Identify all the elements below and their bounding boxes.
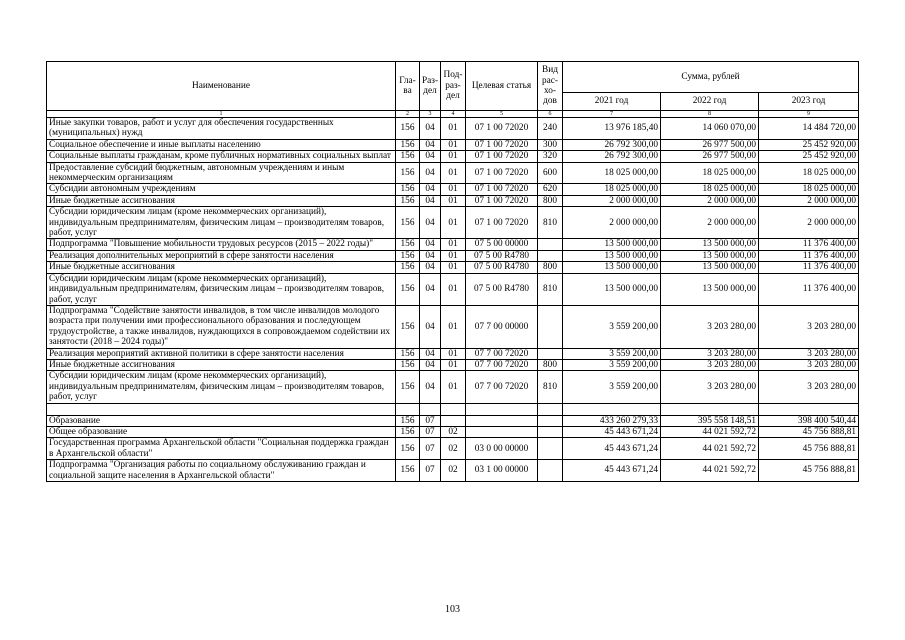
row-sum-2022: 3 203 280,00 xyxy=(661,359,759,370)
row-expense-type: 300 xyxy=(538,139,563,150)
row-target-article: 07 5 00 R4780 xyxy=(466,250,538,261)
row-sum-2022: 18 025 000,00 xyxy=(661,162,759,184)
row-sum-2023: 18 025 000,00 xyxy=(759,162,859,184)
row-glava: 156 xyxy=(396,239,420,250)
row-sum-2022: 13 500 000,00 xyxy=(661,273,759,305)
column-number: 7 xyxy=(563,111,661,118)
header-year-2021: 2021 год xyxy=(563,93,661,111)
row-sum-2023: 3 203 280,00 xyxy=(759,371,859,403)
row-razdel: 04 xyxy=(420,151,441,162)
row-sum-2023: 11 376 400,00 xyxy=(759,250,859,261)
row-sum-2023: 2 000 000,00 xyxy=(759,207,859,239)
row-expense-type: 800 xyxy=(538,359,563,370)
row-podrazdel: 01 xyxy=(441,195,466,206)
row-podrazdel: 01 xyxy=(441,184,466,195)
empty-cell xyxy=(563,403,661,415)
row-sum-2023: 45 756 888,81 xyxy=(759,426,859,437)
row-sum-2021: 13 500 000,00 xyxy=(563,273,661,305)
column-numbers-row xyxy=(47,111,859,118)
row-sum-2021: 13 500 000,00 xyxy=(563,262,661,273)
row-podrazdel: 01 xyxy=(441,359,466,370)
row-name: Иные бюджетные ассигнования xyxy=(47,195,396,206)
row-expense-type: 240 xyxy=(538,118,563,140)
row-name: Иные бюджетные ассигнования xyxy=(47,359,396,370)
row-sum-2022: 3 203 280,00 xyxy=(661,305,759,348)
row-target-article: 07 1 00 72020 xyxy=(466,184,538,195)
empty-cell xyxy=(661,403,759,415)
row-sum-2022: 13 500 000,00 xyxy=(661,262,759,273)
row-sum-2021: 3 559 200,00 xyxy=(563,359,661,370)
row-sum-2021: 3 559 200,00 xyxy=(563,348,661,359)
budget-table xyxy=(46,61,859,482)
row-glava: 156 xyxy=(396,118,420,140)
row-glava: 156 xyxy=(396,207,420,239)
empty-cell xyxy=(538,403,563,415)
row-target-article: 07 7 00 72020 xyxy=(466,348,538,359)
row-sum-2022: 13 500 000,00 xyxy=(661,239,759,250)
row-sum-2022: 3 203 280,00 xyxy=(661,348,759,359)
row-sum-2023: 25 452 920,00 xyxy=(759,139,859,150)
row-expense-type: 600 xyxy=(538,162,563,184)
row-target-article: 07 7 00 72020 xyxy=(466,371,538,403)
row-podrazdel: 01 xyxy=(441,118,466,140)
row-glava: 156 xyxy=(396,415,420,426)
row-sum-2023: 3 203 280,00 xyxy=(759,348,859,359)
table-row xyxy=(47,371,859,403)
table-row xyxy=(47,426,859,437)
row-name: Субсидии юридическим лицам (кроме некоммерческих организаций), индивидуальным предпринимателям, физическим лицам – производителям товаров, работ, услуг xyxy=(47,371,396,403)
row-sum-2021: 433 260 279,33 xyxy=(563,415,661,426)
row-razdel: 04 xyxy=(420,262,441,273)
row-name: Образование xyxy=(47,415,396,426)
header-expense-type: Вид рас-хо-дов xyxy=(538,62,563,111)
row-sum-2022: 2 000 000,00 xyxy=(661,207,759,239)
row-target-article xyxy=(466,426,538,437)
row-sum-2021: 13 500 000,00 xyxy=(563,250,661,261)
row-sum-2021: 18 025 000,00 xyxy=(563,184,661,195)
row-expense-type xyxy=(538,460,563,482)
empty-cell xyxy=(759,403,859,415)
table-row xyxy=(47,262,859,273)
table-body xyxy=(47,118,859,482)
row-glava: 156 xyxy=(396,250,420,261)
row-name: Субсидии автономным учреждениям xyxy=(47,184,396,195)
row-glava: 156 xyxy=(396,426,420,437)
row-target-article: 07 7 00 72020 xyxy=(466,359,538,370)
row-target-article: 07 1 00 72020 xyxy=(466,207,538,239)
row-target-article: 07 5 00 R4780 xyxy=(466,262,538,273)
row-sum-2023: 14 484 720,00 xyxy=(759,118,859,140)
row-sum-2021: 26 792 300,00 xyxy=(563,151,661,162)
row-name: Реализация дополнительных мероприятий в сфере занятости населения xyxy=(47,250,396,261)
row-target-article: 07 5 00 00000 xyxy=(466,239,538,250)
row-razdel: 04 xyxy=(420,162,441,184)
row-name: Предоставление субсидий бюджетным, автономным учреждениям и иным некоммерческим организациям xyxy=(47,162,396,184)
row-razdel: 07 xyxy=(420,438,441,460)
column-number: 9 xyxy=(759,111,859,118)
column-number: 1 xyxy=(47,111,396,118)
row-target-article: 07 5 00 R4780 xyxy=(466,273,538,305)
header-glava: Гла-ва xyxy=(396,62,420,111)
table-row xyxy=(47,273,859,305)
row-expense-type xyxy=(538,239,563,250)
row-podrazdel: 01 xyxy=(441,262,466,273)
row-expense-type: 810 xyxy=(538,273,563,305)
row-podrazdel: 01 xyxy=(441,348,466,359)
row-sum-2022: 44 021 592,72 xyxy=(661,426,759,437)
table-row xyxy=(47,162,859,184)
row-razdel: 04 xyxy=(420,305,441,348)
header-podrazdel: Под-раз-дел xyxy=(441,62,466,111)
row-sum-2023: 45 756 888,81 xyxy=(759,438,859,460)
row-sum-2022: 26 977 500,00 xyxy=(661,139,759,150)
row-glava: 156 xyxy=(396,195,420,206)
row-target-article: 07 1 00 72020 xyxy=(466,139,538,150)
row-name: Социальные выплаты гражданам, кроме публичных нормативных социальных выплат xyxy=(47,151,396,162)
row-sum-2023: 2 000 000,00 xyxy=(759,195,859,206)
row-razdel: 04 xyxy=(420,118,441,140)
row-podrazdel: 01 xyxy=(441,139,466,150)
row-sum-2021: 3 559 200,00 xyxy=(563,305,661,348)
row-expense-type xyxy=(538,438,563,460)
row-sum-2023: 11 376 400,00 xyxy=(759,262,859,273)
table-row xyxy=(47,139,859,150)
row-razdel: 04 xyxy=(420,250,441,261)
row-glava: 156 xyxy=(396,151,420,162)
row-expense-type: 620 xyxy=(538,184,563,195)
row-razdel: 04 xyxy=(420,273,441,305)
row-razdel: 04 xyxy=(420,207,441,239)
row-name: Социальное обеспечение и иные выплаты населению xyxy=(47,139,396,150)
table-row xyxy=(47,460,859,482)
header-name: Наименование xyxy=(47,62,396,111)
row-glava: 156 xyxy=(396,371,420,403)
table-row xyxy=(47,184,859,195)
row-glava: 156 xyxy=(396,359,420,370)
header-target-article: Целевая статья xyxy=(466,62,538,111)
row-podrazdel: 01 xyxy=(441,305,466,348)
row-sum-2023: 3 203 280,00 xyxy=(759,359,859,370)
row-sum-2021: 13 500 000,00 xyxy=(563,239,661,250)
row-podrazdel: 01 xyxy=(441,239,466,250)
row-expense-type xyxy=(538,415,563,426)
row-podrazdel: 02 xyxy=(441,426,466,437)
row-sum-2022: 395 558 148,51 xyxy=(661,415,759,426)
row-sum-2023: 25 452 920,00 xyxy=(759,151,859,162)
column-number: 8 xyxy=(661,111,759,118)
row-glava: 156 xyxy=(396,305,420,348)
table-row xyxy=(47,348,859,359)
table-row xyxy=(47,118,859,140)
row-podrazdel: 01 xyxy=(441,273,466,305)
row-razdel: 07 xyxy=(420,426,441,437)
row-name: Иные закупки товаров, работ и услуг для обеспечения государственных (муниципальных) нужд xyxy=(47,118,396,140)
column-number: 5 xyxy=(466,111,538,118)
empty-cell xyxy=(396,403,420,415)
row-target-article: 07 1 00 72020 xyxy=(466,118,538,140)
row-podrazdel: 01 xyxy=(441,250,466,261)
table-row xyxy=(47,305,859,348)
row-target-article: 03 1 00 00000 xyxy=(466,460,538,482)
table-row xyxy=(47,195,859,206)
row-name: Подпрограмма "Организация работы по социальному обслуживанию граждан и социальной защите населения в Архангельской области" xyxy=(47,460,396,482)
column-number: 2 xyxy=(396,111,420,118)
row-expense-type: 810 xyxy=(538,207,563,239)
row-target-article: 07 1 00 72020 xyxy=(466,162,538,184)
row-target-article xyxy=(466,415,538,426)
table-row-empty xyxy=(47,403,859,415)
row-name: Субсидии юридическим лицам (кроме некоммерческих организаций), индивидуальным предпринимателям, физическим лицам – производителям товаров, работ, услуг xyxy=(47,207,396,239)
header-sum: Сумма, рублей xyxy=(563,62,859,93)
table-row xyxy=(47,151,859,162)
row-podrazdel: 01 xyxy=(441,162,466,184)
row-razdel: 04 xyxy=(420,348,441,359)
row-glava: 156 xyxy=(396,438,420,460)
row-sum-2021: 13 976 185,40 xyxy=(563,118,661,140)
row-sum-2023: 11 376 400,00 xyxy=(759,273,859,305)
row-target-article: 03 0 00 00000 xyxy=(466,438,538,460)
row-razdel: 04 xyxy=(420,184,441,195)
table-row xyxy=(47,250,859,261)
row-razdel: 04 xyxy=(420,359,441,370)
table-row xyxy=(47,207,859,239)
row-podrazdel: 01 xyxy=(441,151,466,162)
row-sum-2023: 11 376 400,00 xyxy=(759,239,859,250)
row-name: Подпрограмма "Содействие занятости инвалидов, в том числе инвалидов молодого возраста при получении ими профессионального образования и последующем трудоустройстве, а также инвалидов, нуждающихся в сопровождаемом содействии их занятости (2018 – 2024 годы)" xyxy=(47,305,396,348)
row-sum-2022: 13 500 000,00 xyxy=(661,250,759,261)
row-glava: 156 xyxy=(396,273,420,305)
row-glava: 156 xyxy=(396,460,420,482)
row-razdel: 07 xyxy=(420,460,441,482)
header-year-2022: 2022 год xyxy=(661,93,759,111)
row-sum-2022: 44 021 592,72 xyxy=(661,438,759,460)
row-podrazdel: 02 xyxy=(441,460,466,482)
row-sum-2022: 14 060 070,00 xyxy=(661,118,759,140)
row-razdel: 04 xyxy=(420,195,441,206)
row-podrazdel: 02 xyxy=(441,438,466,460)
row-podrazdel: 01 xyxy=(441,207,466,239)
table-row xyxy=(47,239,859,250)
empty-cell xyxy=(47,403,396,415)
column-number: 4 xyxy=(441,111,466,118)
empty-cell xyxy=(466,403,538,415)
row-target-article: 07 7 00 00000 xyxy=(466,305,538,348)
row-sum-2022: 26 977 500,00 xyxy=(661,151,759,162)
row-razdel: 04 xyxy=(420,371,441,403)
row-glava: 156 xyxy=(396,262,420,273)
table-row xyxy=(47,415,859,426)
page-number: 103 xyxy=(445,604,460,615)
empty-cell xyxy=(441,403,466,415)
column-number: 3 xyxy=(420,111,441,118)
header-razdel: Раз-дел xyxy=(420,62,441,111)
row-expense-type: 800 xyxy=(538,262,563,273)
row-sum-2023: 45 756 888,81 xyxy=(759,460,859,482)
row-expense-type: 800 xyxy=(538,195,563,206)
row-name: Подпрограмма "Повышение мобильности трудовых ресурсов (2015 – 2022 годы)" xyxy=(47,239,396,250)
empty-cell xyxy=(420,403,441,415)
row-target-article: 07 1 00 72020 xyxy=(466,195,538,206)
row-expense-type xyxy=(538,348,563,359)
table-row xyxy=(47,438,859,460)
row-sum-2021: 45 443 671,24 xyxy=(563,460,661,482)
row-expense-type: 320 xyxy=(538,151,563,162)
row-glava: 156 xyxy=(396,184,420,195)
row-expense-type: 810 xyxy=(538,371,563,403)
row-name: Общее образование xyxy=(47,426,396,437)
row-sum-2022: 44 021 592,72 xyxy=(661,460,759,482)
row-razdel: 07 xyxy=(420,415,441,426)
row-sum-2021: 2 000 000,00 xyxy=(563,195,661,206)
row-sum-2021: 45 443 671,24 xyxy=(563,426,661,437)
row-name: Иные бюджетные ассигнования xyxy=(47,262,396,273)
column-number: 6 xyxy=(538,111,563,118)
row-razdel: 04 xyxy=(420,239,441,250)
row-expense-type xyxy=(538,426,563,437)
row-glava: 156 xyxy=(396,348,420,359)
row-podrazdel xyxy=(441,415,466,426)
row-sum-2023: 398 400 540,44 xyxy=(759,415,859,426)
row-sum-2023: 3 203 280,00 xyxy=(759,305,859,348)
row-sum-2023: 18 025 000,00 xyxy=(759,184,859,195)
row-glava: 156 xyxy=(396,162,420,184)
row-name: Реализация мероприятий активной политики в сфере занятости населения xyxy=(47,348,396,359)
row-name: Государственная программа Архангельской области "Социальная поддержка граждан в Архангельской области" xyxy=(47,438,396,460)
row-sum-2021: 3 559 200,00 xyxy=(563,371,661,403)
row-sum-2021: 18 025 000,00 xyxy=(563,162,661,184)
row-sum-2022: 18 025 000,00 xyxy=(661,184,759,195)
row-sum-2021: 2 000 000,00 xyxy=(563,207,661,239)
header-year-2023: 2023 год xyxy=(759,93,859,111)
row-target-article: 07 1 00 72020 xyxy=(466,151,538,162)
row-expense-type xyxy=(538,305,563,348)
row-glava: 156 xyxy=(396,139,420,150)
row-sum-2021: 26 792 300,00 xyxy=(563,139,661,150)
row-sum-2022: 2 000 000,00 xyxy=(661,195,759,206)
row-sum-2021: 45 443 671,24 xyxy=(563,438,661,460)
row-razdel: 04 xyxy=(420,139,441,150)
row-sum-2022: 3 203 280,00 xyxy=(661,371,759,403)
row-podrazdel: 01 xyxy=(441,371,466,403)
table-row xyxy=(47,359,859,370)
row-name: Субсидии юридическим лицам (кроме некоммерческих организаций), индивидуальным предпринимателям, физическим лицам – производителям товаров, работ, услуг xyxy=(47,273,396,305)
row-expense-type xyxy=(538,250,563,261)
